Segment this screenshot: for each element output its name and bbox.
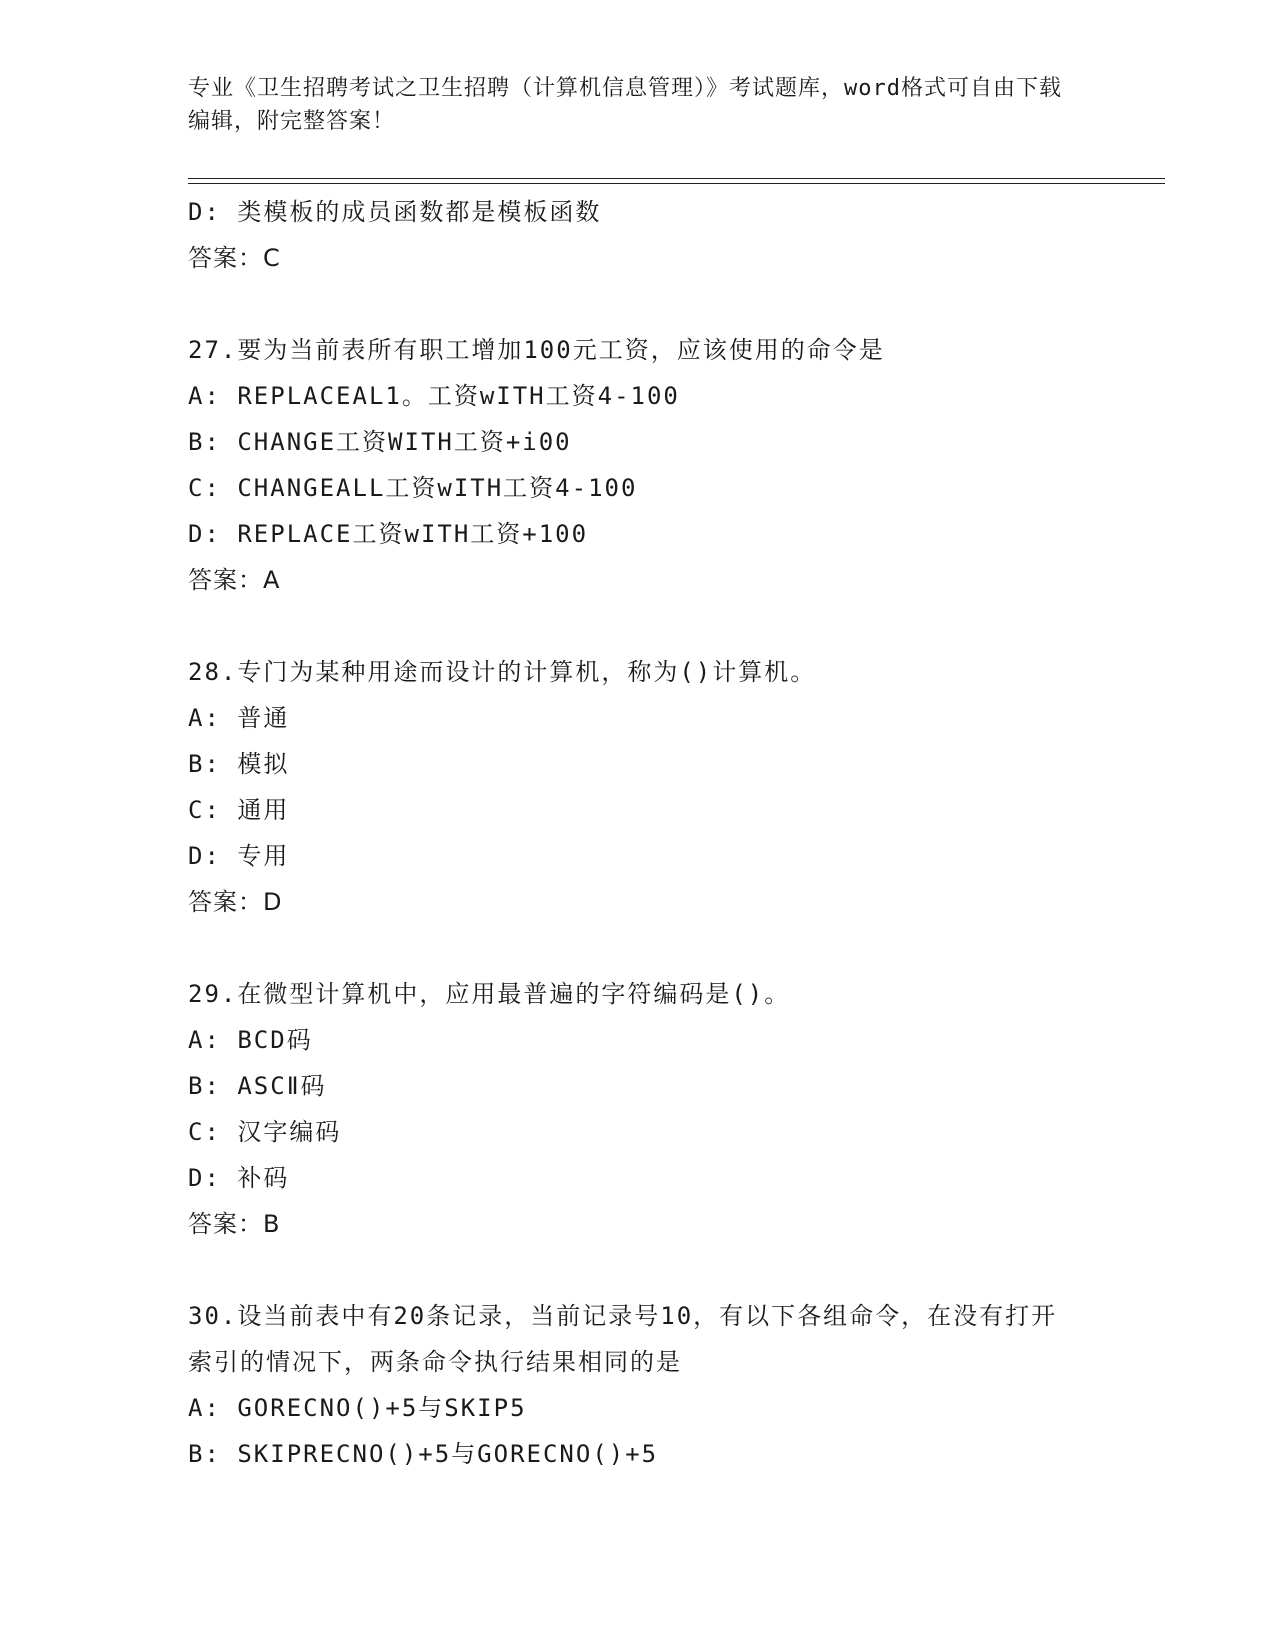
question-block xyxy=(188,971,1088,1247)
option-line: A: REPLACEAL1。工资wITH工资4-100 xyxy=(188,382,680,410)
answer-line: 答案：C xyxy=(188,244,281,272)
answer-line: 答案：A xyxy=(188,566,281,594)
question-text: 30.设当前表中有20条记录，当前记录号10，有以下各组命令，在没有打开索引的情况下，两条命令执行结果相同的是 xyxy=(188,1302,1058,1376)
spacer xyxy=(188,925,1088,971)
option-line: D: 类模板的成员函数都是模板函数 xyxy=(188,198,602,226)
question-block xyxy=(188,327,1088,603)
option-line: B: CHANGE工资WITH工资+i00 xyxy=(188,428,572,456)
option-line: A: 普通 xyxy=(188,704,290,732)
answer-line: 答案：B xyxy=(188,1210,281,1238)
header-rule-bottom xyxy=(188,183,1165,184)
answer-line: 答案：D xyxy=(188,888,283,916)
option-line: A: BCD码 xyxy=(188,1026,313,1054)
option-line: D: 专用 xyxy=(188,842,290,870)
option-line: C: 通用 xyxy=(188,796,290,824)
question-block xyxy=(188,1293,1088,1477)
question-block xyxy=(188,649,1088,925)
option-line: B: SKIPRECNO()+5与GORECNO()+5 xyxy=(188,1440,659,1468)
option-line: A: GORECNO()+5与SKIP5 xyxy=(188,1394,527,1422)
spacer xyxy=(188,1247,1088,1293)
header-text: 专业《卫生招聘考试之卫生招聘（计算机信息管理）》考试题库，word格式可自由下载编辑，附完整答案！ xyxy=(188,76,1062,134)
question-text: 28.专门为某种用途而设计的计算机，称为()计算机。 xyxy=(188,658,817,686)
option-line: C: 汉字编码 xyxy=(188,1118,342,1146)
option-line: D: 补码 xyxy=(188,1164,290,1192)
question-text: 29.在微型计算机中，应用最普遍的字符编码是()。 xyxy=(188,980,791,1008)
option-line: D: REPLACE工资wITH工资+100 xyxy=(188,520,589,548)
header-rule-top xyxy=(188,178,1165,179)
question-text: 27.要为当前表所有职工增加100元工资，应该使用的命令是 xyxy=(188,336,885,364)
spacer xyxy=(188,281,1088,327)
question-list xyxy=(188,189,1088,1477)
option-line: B: 模拟 xyxy=(188,750,290,778)
option-line: B: ASCⅡ码 xyxy=(188,1072,327,1100)
option-line: C: CHANGEALL工资wITH工资4-100 xyxy=(188,474,638,502)
spacer xyxy=(188,603,1088,649)
document-header xyxy=(188,72,1068,138)
